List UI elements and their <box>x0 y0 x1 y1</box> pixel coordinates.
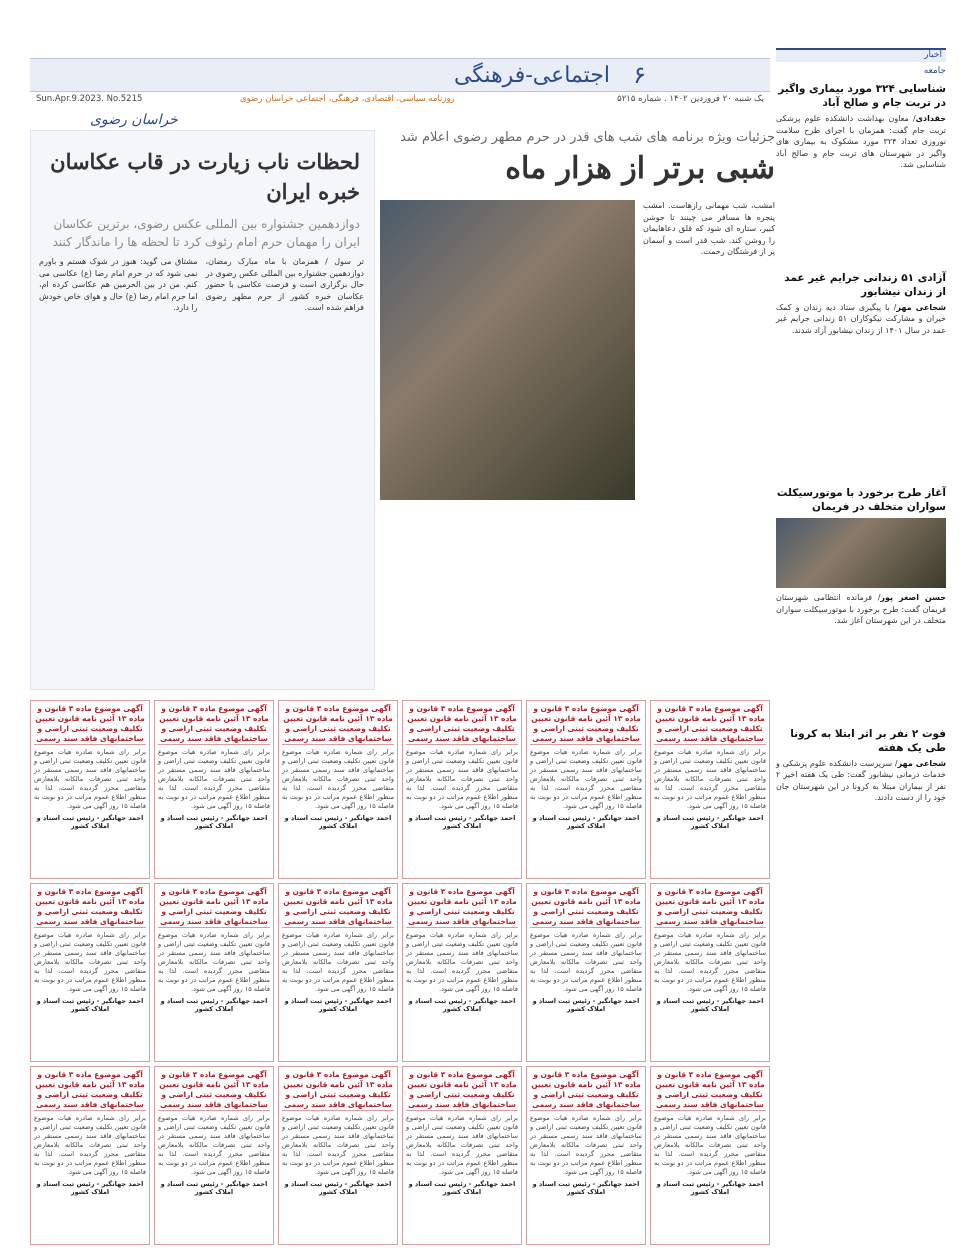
culture-column: مشتاق می گوید: هنوز در شوک هستم و باورم نمی شود که در حرم امام رضا (ع) عکاسی می کنم. من در بین الحرمین هم عکاسی کرده ام، اما حرم امام رضا (ع) حال و هوای خاص خودش را دارد. <box>39 257 198 312</box>
section-title: اجتماعی-فرهنگی <box>453 63 610 88</box>
legal-notice: آگهی موضوع ماده ۳ قانون و ماده ۱۳ آئین نامه قانون تعیین تکلیف وضعیت ثبتی اراضی و ساختمانهای فاقد سند رسمی برابر رای شماره صادره هیات موضوع قانون تعیین تکلیف وضعیت ثبتی اراضی و ساختمانهای فاقد سند رسمی مستقر در واحد ثبتی تصرفات مالکانه بلامعارض متقاضی محرز گردیده است. لذا به منظور اطلاع عموم مراتب در دو نوبت به فاصله ۱۵ روز آگهی می شود. احمد جهانگیر - رئیس ثبت اسناد و املاک کشور <box>278 883 398 1062</box>
legal-notice: آگهی موضوع ماده ۳ قانون و ماده ۱۳ آئین نامه قانون تعیین تکلیف وضعیت ثبتی اراضی و ساختمانهای فاقد سند رسمی برابر رای شماره صادره هیات موضوع قانون تعیین تکلیف وضعیت ثبتی اراضی و ساختمانهای فاقد سند رسمی مستقر در واحد ثبتی تصرفات مالکانه بلامعارض متقاضی محرز گردیده است. لذا به منظور اطلاع عموم مراتب در دو نوبت به فاصله ۱۵ روز آگهی می شود. احمد جهانگیر - رئیس ثبت اسناد و املاک کشور <box>402 700 522 879</box>
feature-article <box>380 130 775 690</box>
tagline: روزنامه سیاسی، اقتصادی، فرهنگی، اجتماعی خراسان رضوی <box>240 94 455 104</box>
news-photo <box>776 518 946 588</box>
news-tag: اخبار <box>776 48 946 62</box>
legal-notices <box>30 700 770 1245</box>
issue-date-en: Sun.Apr.9.2023. No.5215 <box>36 94 143 104</box>
masthead-bar <box>30 58 770 92</box>
feature-body: امشب، شب مهمانی رازهاست. امشب پنجره ها مسافر می چینند تا جوشن کبیر، ستاره ای شود که فلق دعاهایمان را روشن کند. شب قدر است و آسمان پر از فرشتگان رحمت. <box>643 201 775 256</box>
legal-notice: آگهی موضوع ماده ۳ قانون و ماده ۱۳ آئین نامه قانون تعیین تکلیف وضعیت ثبتی اراضی و ساختمانهای فاقد سند رسمی برابر رای شماره صادره هیات موضوع قانون تعیین تکلیف وضعیت ثبتی اراضی و ساختمانهای فاقد سند رسمی مستقر در واحد ثبتی تصرفات مالکانه بلامعارض متقاضی محرز گردیده است. لذا به منظور اطلاع عموم مراتب در دو نوبت به فاصله ۱۵ روز آگهی می شود. احمد جهانگیر - رئیس ثبت اسناد و املاک کشور <box>154 1066 274 1245</box>
news-title: آزادی ۵۱ زندانی جرایم غیر عمد از زندان نیشابور <box>784 271 946 298</box>
news-item <box>776 271 946 337</box>
feature-kicker: جزئیات ویژه برنامه های شب های قدر در حرم مطهر رضوی اعلام شد <box>400 130 775 145</box>
news-item <box>776 486 946 627</box>
news-title: فوت ۲ نفر بر اثر ابتلا به کرونا طی یک هفته <box>790 727 946 754</box>
legal-notice: آگهی موضوع ماده ۳ قانون و ماده ۱۳ آئین نامه قانون تعیین تکلیف وضعیت ثبتی اراضی و ساختمانهای فاقد سند رسمی برابر رای شماره صادره هیات موضوع قانون تعیین تکلیف وضعیت ثبتی اراضی و ساختمانهای فاقد سند رسمی مستقر در واحد ثبتی تصرفات مالکانه بلامعارض متقاضی محرز گردیده است. لذا به منظور اطلاع عموم مراتب در دو نوبت به فاصله ۱۵ روز آگهی می شود. احمد جهانگیر - رئیس ثبت اسناد و املاک کشور <box>278 700 398 879</box>
legal-notice: آگهی موضوع ماده ۳ قانون و ماده ۱۳ آئین نامه قانون تعیین تکلیف وضعیت ثبتی اراضی و ساختمانهای فاقد سند رسمی برابر رای شماره صادره هیات موضوع قانون تعیین تکلیف وضعیت ثبتی اراضی و ساختمانهای فاقد سند رسمی مستقر در واحد ثبتی تصرفات مالکانه بلامعارض متقاضی محرز گردیده است. لذا به منظور اطلاع عموم مراتب در دو نوبت به فاصله ۱۵ روز آگهی می شود. احمد جهانگیر - رئیس ثبت اسناد و املاک کشور <box>30 700 150 879</box>
legal-notice: آگهی موضوع ماده ۳ قانون و ماده ۱۳ آئین نامه قانون تعیین تکلیف وضعیت ثبتی اراضی و ساختمانهای فاقد سند رسمی برابر رای شماره صادره هیات موضوع قانون تعیین تکلیف وضعیت ثبتی اراضی و ساختمانهای فاقد سند رسمی مستقر در واحد ثبتی تصرفات مالکانه بلامعارض متقاضی محرز گردیده است. لذا به منظور اطلاع عموم مراتب در دو نوبت به فاصله ۱۵ روز آگهی می شود. احمد جهانگیر - رئیس ثبت اسناد و املاک کشور <box>154 700 274 879</box>
news-body: حقدادی/ معاون بهداشت دانشکده علوم پزشکی تربت جام گفت: همزمان با اجرای طرح سلامت نوروزی تعداد ۳۲۴ مورد مشکوک به بیماری های واگیر در شهرستان های تربت جام و صالح آباد شناسایی شد. <box>776 114 946 169</box>
news-body: حسن اصغر پور/ فرمانده انتظامی شهرستان فریمان گفت: طرح برخورد با موتورسیکلت سواران متخلف در این شهرستان آغاز شد. <box>776 593 946 625</box>
news-item <box>776 82 946 171</box>
legal-notice: آگهی موضوع ماده ۳ قانون و ماده ۱۳ آئین نامه قانون تعیین تکلیف وضعیت ثبتی اراضی و ساختمانهای فاقد سند رسمی برابر رای شماره صادره هیات موضوع قانون تعیین تکلیف وضعیت ثبتی اراضی و ساختمانهای فاقد سند رسمی مستقر در واحد ثبتی تصرفات مالکانه بلامعارض متقاضی محرز گردیده است. لذا به منظور اطلاع عموم مراتب در دو نوبت به فاصله ۱۵ روز آگهی می شود. احمد جهانگیر - رئیس ثبت اسناد و املاک کشور <box>30 883 150 1062</box>
issue-date: یک شنبه ۲۰ فروردین ۱۴۰۲ . شماره ۵۲۱۵ <box>617 94 764 104</box>
culture-lead: دوازدهمین جشنواره بین المللی عکس رضوی، برترین عکاسان ایران را مهمان حرم امام رئوف کرد تا لحظه ها را ماندگار کنند <box>52 217 360 249</box>
news-subtag: جامعه <box>923 66 946 76</box>
culture-columns <box>39 256 364 314</box>
culture-title: لحظات ناب زیارت در قاب عکاسان خبره ایران <box>50 149 360 204</box>
culture-column: تر سول / همزمان با ماه مبارک رمضان، دوازدهمین جشنواره بین المللی عکس رضوی در حال برگزاری است و فرصت عکاسی با حضور عکاسان خبره کشور از حرم مطهر رضوی فراهم شده است. <box>205 257 364 312</box>
feature-photo <box>380 200 635 500</box>
newspaper-logo: خراسان رضوی <box>90 112 178 128</box>
page-number: ۶ <box>633 61 646 89</box>
news-body: شجاعی مهر/ سرپرست دانشکده علوم پزشکی و خدمات درمانی نیشابور گفت: طی یک هفته اخیر ۲ نفر از بیماران مبتلا به کرونا در این شهرستان جان خود را از دست دادند. <box>776 758 946 802</box>
news-title: شناسایی ۳۲۴ مورد بیماری واگیر در تربت جام و صالح آباد <box>778 83 946 109</box>
legal-notice: آگهی موضوع ماده ۳ قانون و ماده ۱۳ آئین نامه قانون تعیین تکلیف وضعیت ثبتی اراضی و ساختمانهای فاقد سند رسمی برابر رای شماره صادره هیات موضوع قانون تعیین تکلیف وضعیت ثبتی اراضی و ساختمانهای فاقد سند رسمی مستقر در واحد ثبتی تصرفات مالکانه بلامعارض متقاضی محرز گردیده است. لذا به منظور اطلاع عموم مراتب در دو نوبت به فاصله ۱۵ روز آگهی می شود. احمد جهانگیر - رئیس ثبت اسناد و املاک کشور <box>526 883 646 1062</box>
legal-notice: آگهی موضوع ماده ۳ قانون و ماده ۱۳ آئین نامه قانون تعیین تکلیف وضعیت ثبتی اراضی و ساختمانهای فاقد سند رسمی برابر رای شماره صادره هیات موضوع قانون تعیین تکلیف وضعیت ثبتی اراضی و ساختمانهای فاقد سند رسمی مستقر در واحد ثبتی تصرفات مالکانه بلامعارض متقاضی محرز گردیده است. لذا به منظور اطلاع عموم مراتب در دو نوبت به فاصله ۱۵ روز آگهی می شود. احمد جهانگیر - رئیس ثبت اسناد و املاک کشور <box>278 1066 398 1245</box>
legal-notice: آگهی موضوع ماده ۳ قانون و ماده ۱۳ آئین نامه قانون تعیین تکلیف وضعیت ثبتی اراضی و ساختمانهای فاقد سند رسمی برابر رای شماره صادره هیات موضوع قانون تعیین تکلیف وضعیت ثبتی اراضی و ساختمانهای فاقد سند رسمی مستقر در واحد ثبتی تصرفات مالکانه بلامعارض متقاضی محرز گردیده است. لذا به منظور اطلاع عموم مراتب در دو نوبت به فاصله ۱۵ روز آگهی می شود. احمد جهانگیر - رئیس ثبت اسناد و املاک کشور <box>650 883 770 1062</box>
legal-notice: آگهی موضوع ماده ۳ قانون و ماده ۱۳ آئین نامه قانون تعیین تکلیف وضعیت ثبتی اراضی و ساختمانهای فاقد سند رسمی برابر رای شماره صادره هیات موضوع قانون تعیین تکلیف وضعیت ثبتی اراضی و ساختمانهای فاقد سند رسمی مستقر در واحد ثبتی تصرفات مالکانه بلامعارض متقاضی محرز گردیده است. لذا به منظور اطلاع عموم مراتب در دو نوبت به فاصله ۱۵ روز آگهی می شود. احمد جهانگیر - رئیس ثبت اسناد و املاک کشور <box>526 1066 646 1245</box>
news-sidebar <box>776 48 946 1243</box>
masthead-strip <box>30 94 770 108</box>
legal-notice: آگهی موضوع ماده ۳ قانون و ماده ۱۳ آئین نامه قانون تعیین تکلیف وضعیت ثبتی اراضی و ساختمانهای فاقد سند رسمی برابر رای شماره صادره هیات موضوع قانون تعیین تکلیف وضعیت ثبتی اراضی و ساختمانهای فاقد سند رسمی مستقر در واحد ثبتی تصرفات مالکانه بلامعارض متقاضی محرز گردیده است. لذا به منظور اطلاع عموم مراتب در دو نوبت به فاصله ۱۵ روز آگهی می شود. احمد جهانگیر - رئیس ثبت اسناد و املاک کشور <box>650 1066 770 1245</box>
news-title: آغاز طرح برخورد با موتورسیکلت سواران متخلف در فریمان <box>776 487 946 513</box>
masthead <box>30 48 770 128</box>
legal-notice: آگهی موضوع ماده ۳ قانون و ماده ۱۳ آئین نامه قانون تعیین تکلیف وضعیت ثبتی اراضی و ساختمانهای فاقد سند رسمی برابر رای شماره صادره هیات موضوع قانون تعیین تکلیف وضعیت ثبتی اراضی و ساختمانهای فاقد سند رسمی مستقر در واحد ثبتی تصرفات مالکانه بلامعارض متقاضی محرز گردیده است. لذا به منظور اطلاع عموم مراتب در دو نوبت به فاصله ۱۵ روز آگهی می شود. احمد جهانگیر - رئیس ثبت اسناد و املاک کشور <box>402 883 522 1062</box>
news-item <box>776 727 946 804</box>
news-body: شجاعی مهر/ با پیگیری ستاد دیه زندان و کمک خیران و مشارکت نیکوکاران ۵۱ زندانی جرایم غیر عمد در سال ۱۴۰۱ از زندان نیشابور آزاد شدند. <box>776 302 946 335</box>
legal-notice: آگهی موضوع ماده ۳ قانون و ماده ۱۳ آئین نامه قانون تعیین تکلیف وضعیت ثبتی اراضی و ساختمانهای فاقد سند رسمی برابر رای شماره صادره هیات موضوع قانون تعیین تکلیف وضعیت ثبتی اراضی و ساختمانهای فاقد سند رسمی مستقر در واحد ثبتی تصرفات مالکانه بلامعارض متقاضی محرز گردیده است. لذا به منظور اطلاع عموم مراتب در دو نوبت به فاصله ۱۵ روز آگهی می شود. احمد جهانگیر - رئیس ثبت اسناد و املاک کشور <box>402 1066 522 1245</box>
culture-article <box>30 130 375 690</box>
feature-title: شبی برتر از هزار ماه <box>505 151 775 186</box>
legal-notice: آگهی موضوع ماده ۳ قانون و ماده ۱۳ آئین نامه قانون تعیین تکلیف وضعیت ثبتی اراضی و ساختمانهای فاقد سند رسمی برابر رای شماره صادره هیات موضوع قانون تعیین تکلیف وضعیت ثبتی اراضی و ساختمانهای فاقد سند رسمی مستقر در واحد ثبتی تصرفات مالکانه بلامعارض متقاضی محرز گردیده است. لذا به منظور اطلاع عموم مراتب در دو نوبت به فاصله ۱۵ روز آگهی می شود. احمد جهانگیر - رئیس ثبت اسناد و املاک کشور <box>650 700 770 879</box>
legal-notice: آگهی موضوع ماده ۳ قانون و ماده ۱۳ آئین نامه قانون تعیین تکلیف وضعیت ثبتی اراضی و ساختمانهای فاقد سند رسمی برابر رای شماره صادره هیات موضوع قانون تعیین تکلیف وضعیت ثبتی اراضی و ساختمانهای فاقد سند رسمی مستقر در واحد ثبتی تصرفات مالکانه بلامعارض متقاضی محرز گردیده است. لذا به منظور اطلاع عموم مراتب در دو نوبت به فاصله ۱۵ روز آگهی می شود. احمد جهانگیر - رئیس ثبت اسناد و املاک کشور <box>526 700 646 879</box>
legal-notice: آگهی موضوع ماده ۳ قانون و ماده ۱۳ آئین نامه قانون تعیین تکلیف وضعیت ثبتی اراضی و ساختمانهای فاقد سند رسمی برابر رای شماره صادره هیات موضوع قانون تعیین تکلیف وضعیت ثبتی اراضی و ساختمانهای فاقد سند رسمی مستقر در واحد ثبتی تصرفات مالکانه بلامعارض متقاضی محرز گردیده است. لذا به منظور اطلاع عموم مراتب در دو نوبت به فاصله ۱۵ روز آگهی می شود. احمد جهانگیر - رئیس ثبت اسناد و املاک کشور <box>154 883 274 1062</box>
legal-notice: آگهی موضوع ماده ۳ قانون و ماده ۱۳ آئین نامه قانون تعیین تکلیف وضعیت ثبتی اراضی و ساختمانهای فاقد سند رسمی برابر رای شماره صادره هیات موضوع قانون تعیین تکلیف وضعیت ثبتی اراضی و ساختمانهای فاقد سند رسمی مستقر در واحد ثبتی تصرفات مالکانه بلامعارض متقاضی محرز گردیده است. لذا به منظور اطلاع عموم مراتب در دو نوبت به فاصله ۱۵ روز آگهی می شود. احمد جهانگیر - رئیس ثبت اسناد و املاک کشور <box>30 1066 150 1245</box>
